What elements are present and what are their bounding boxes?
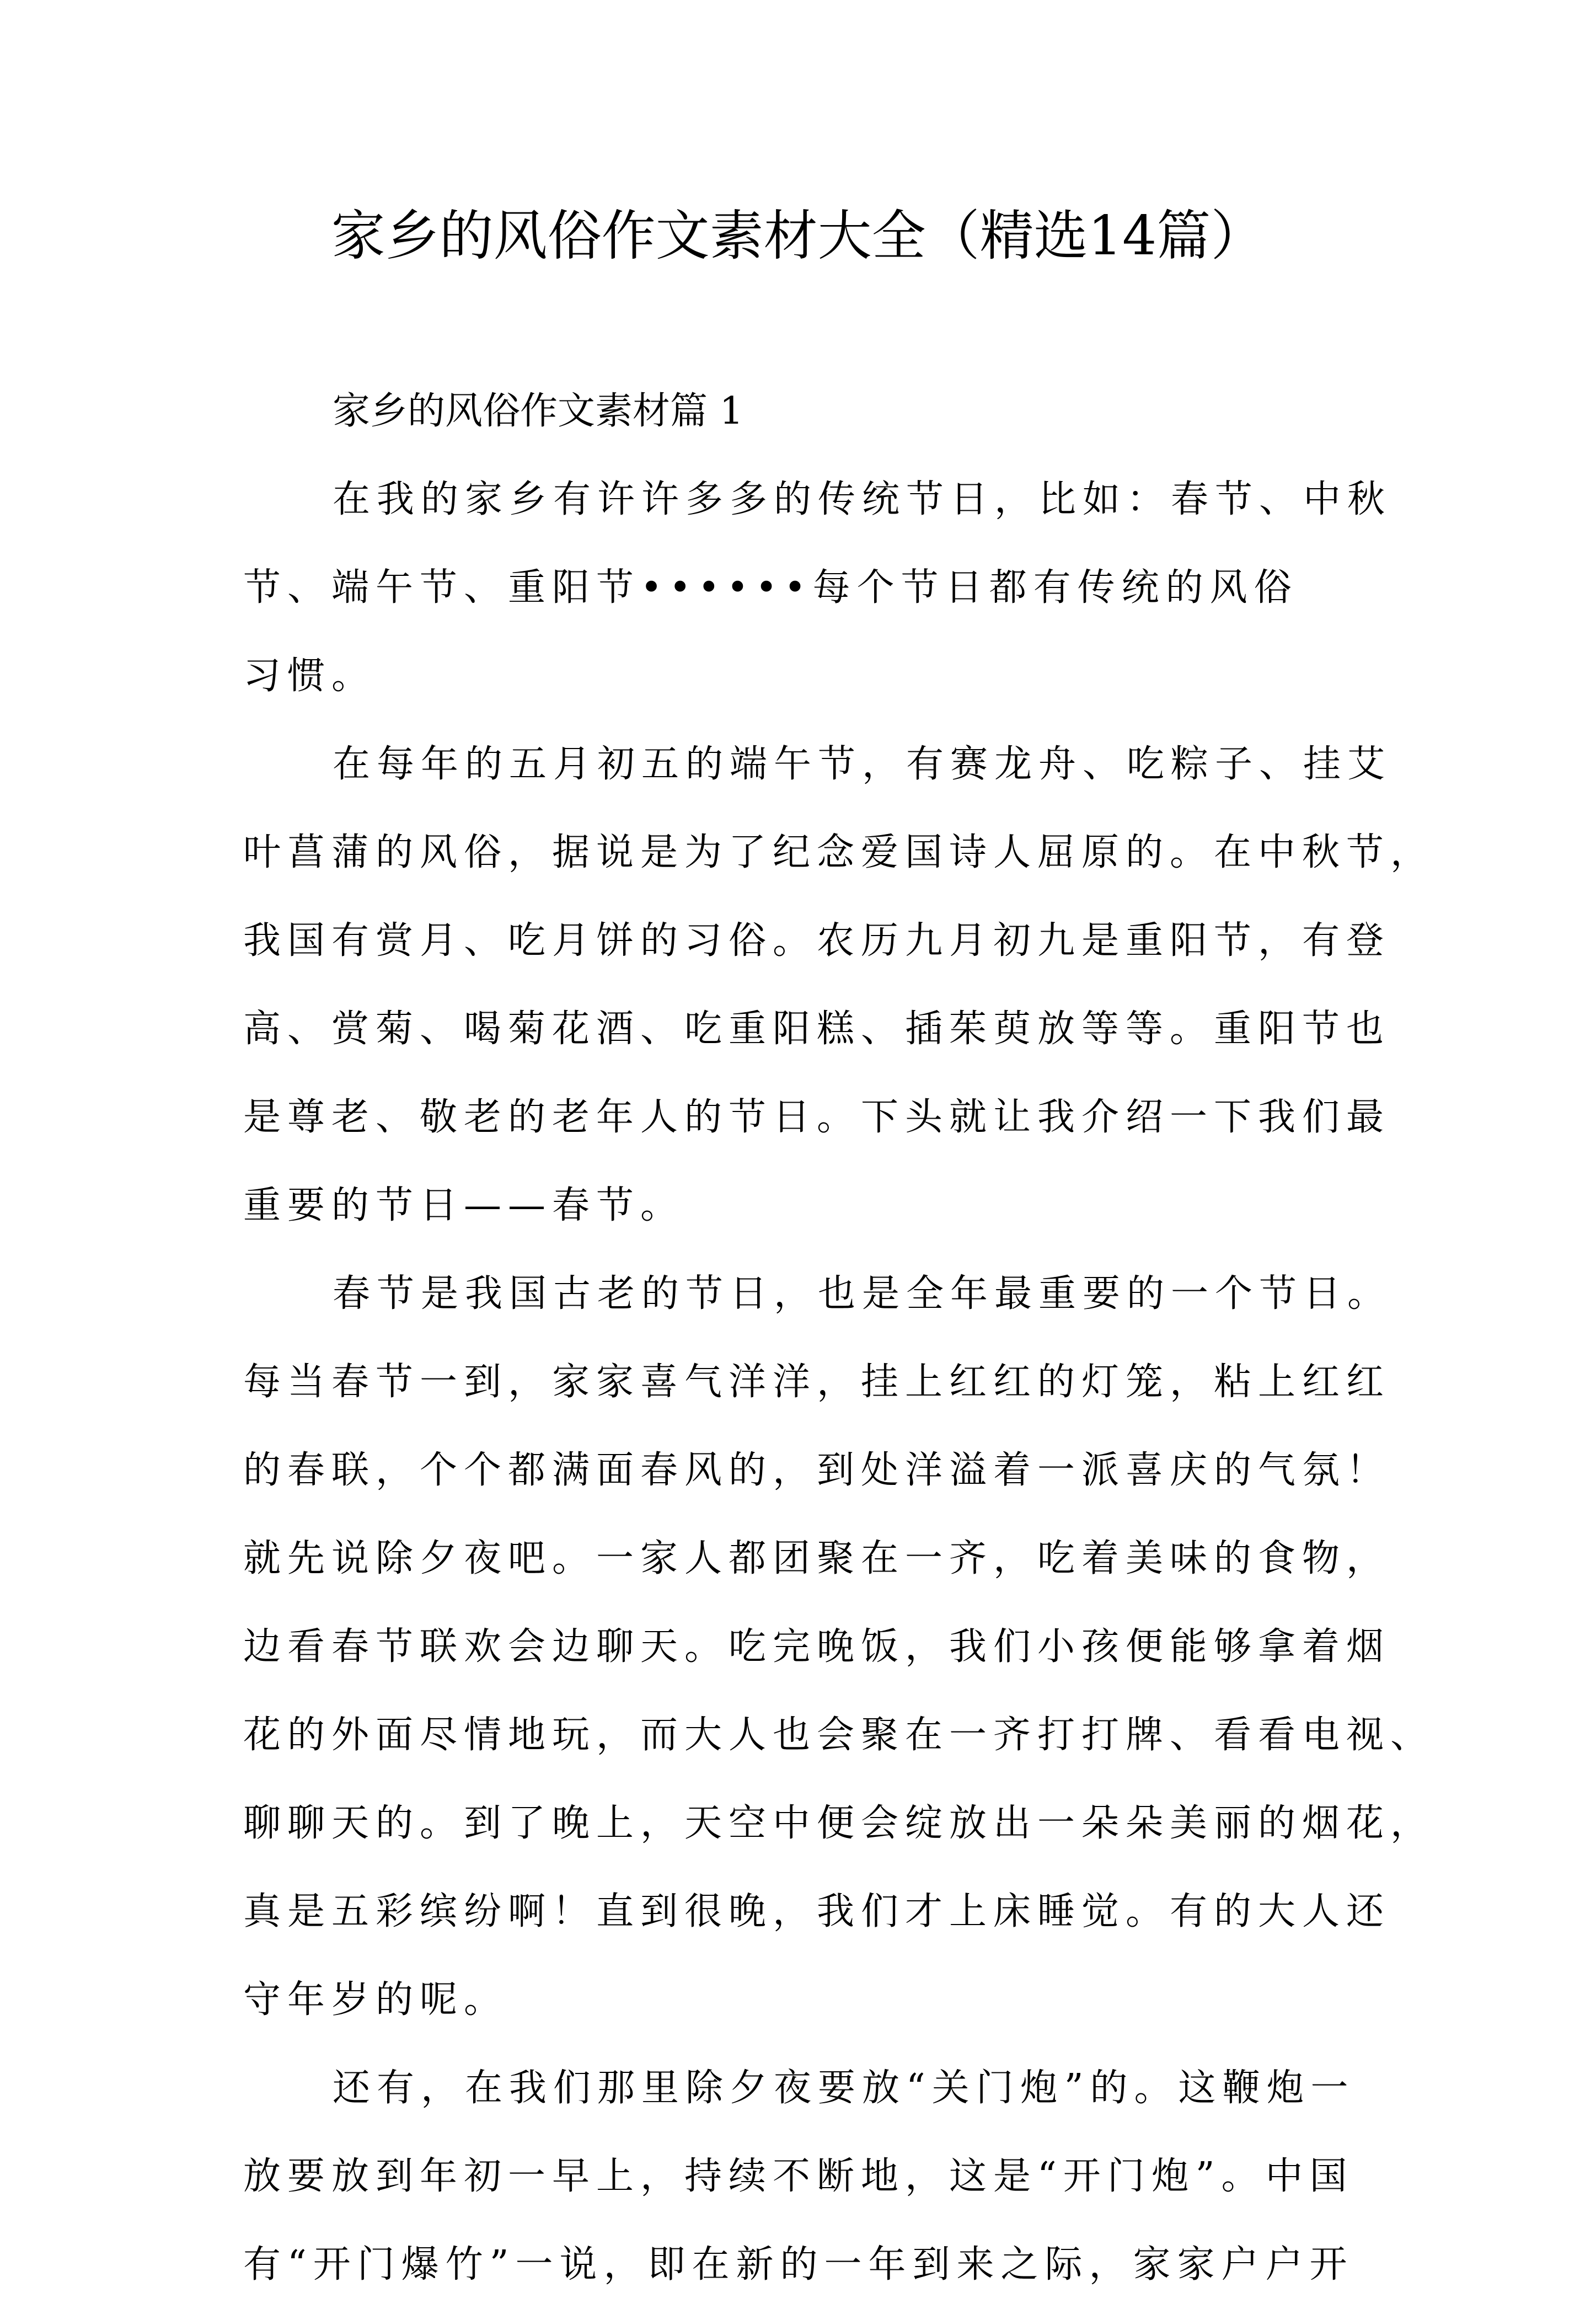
text-line: 有“开门爆竹”一说，即在新的一年到来之际，家家户户开: [243, 2243, 1354, 2286]
text-line: 就先说除夕夜吧。一家人都团聚在一齐，吃着美味的食物，: [243, 1537, 1391, 1580]
text-line: 花的外面尽情地玩，而大人也会聚在一齐打打牌、看看电视、: [243, 1713, 1435, 1757]
document-title: 家乡的风俗作文素材大全（精选14篇）: [331, 205, 1265, 268]
paragraph: [243, 720, 1435, 1250]
text-line: 是尊老、敬老的老年人的节日。下头就让我介绍一下我们最: [243, 1095, 1391, 1139]
text-line: 的春联，个个都满面春风的，到处洋溢着一派喜庆的气氛！: [243, 1449, 1391, 1492]
text-line: 真是五彩缤纷啊！直到很晚，我们才上床睡觉。有的大人还: [243, 1890, 1391, 1933]
text-line: 每当春节一到，家家喜气洋洋，挂上红红的灯笼，粘上红红: [243, 1360, 1391, 1404]
text-line: 边看春节联欢会边聊天。吃完晚饭，我们小孩便能够拿着烟: [243, 1625, 1391, 1669]
text-line: 节、端午节、重阳节••••••每个节日都有传统的风俗: [243, 566, 1298, 610]
section-heading: 家乡的风俗作文素材篇 1: [333, 389, 743, 433]
article-body: [243, 367, 1435, 2309]
text-line: 叶菖蒲的风俗，据说是为了纪念爱国诗人屈原的。在中秋节，: [243, 831, 1435, 874]
text-line: 高、赏菊、喝菊花酒、吃重阳糕、插茱萸放等等。重阳节也: [243, 1007, 1391, 1051]
text-line: 我国有赏月、吃月饼的习俗。农历九月初九是重阳节，有登: [243, 919, 1391, 963]
text-line: 习惯。: [243, 654, 376, 698]
paragraph: [243, 456, 1392, 720]
paragraph: [243, 2044, 1364, 2309]
text-line: 在每年的五月初五的端午节，有赛龙舟、吃粽子、挂艾: [333, 742, 1392, 786]
text-line: 还有，在我们那里除夕夜要放“关门炮”的。这鞭炮一: [333, 2066, 1355, 2110]
text-line: 守年岁的呢。: [243, 1978, 508, 2022]
text-line: 春节是我国古老的节日，也是全年最重要的一个节日。: [333, 1272, 1392, 1316]
text-line: 在我的家乡有许许多多的传统节日，比如：春节、中秋: [333, 478, 1392, 521]
text-line: 重要的节日——春节。: [243, 1184, 685, 1227]
paragraph: [243, 1250, 1435, 2044]
text-line: 放要放到年初一早上，持续不断地，这是“开门炮”。中国: [243, 2155, 1354, 2198]
text-line: 聊聊天的。到了晚上，天空中便会绽放出一朵朵美丽的烟花，: [243, 1802, 1435, 1845]
